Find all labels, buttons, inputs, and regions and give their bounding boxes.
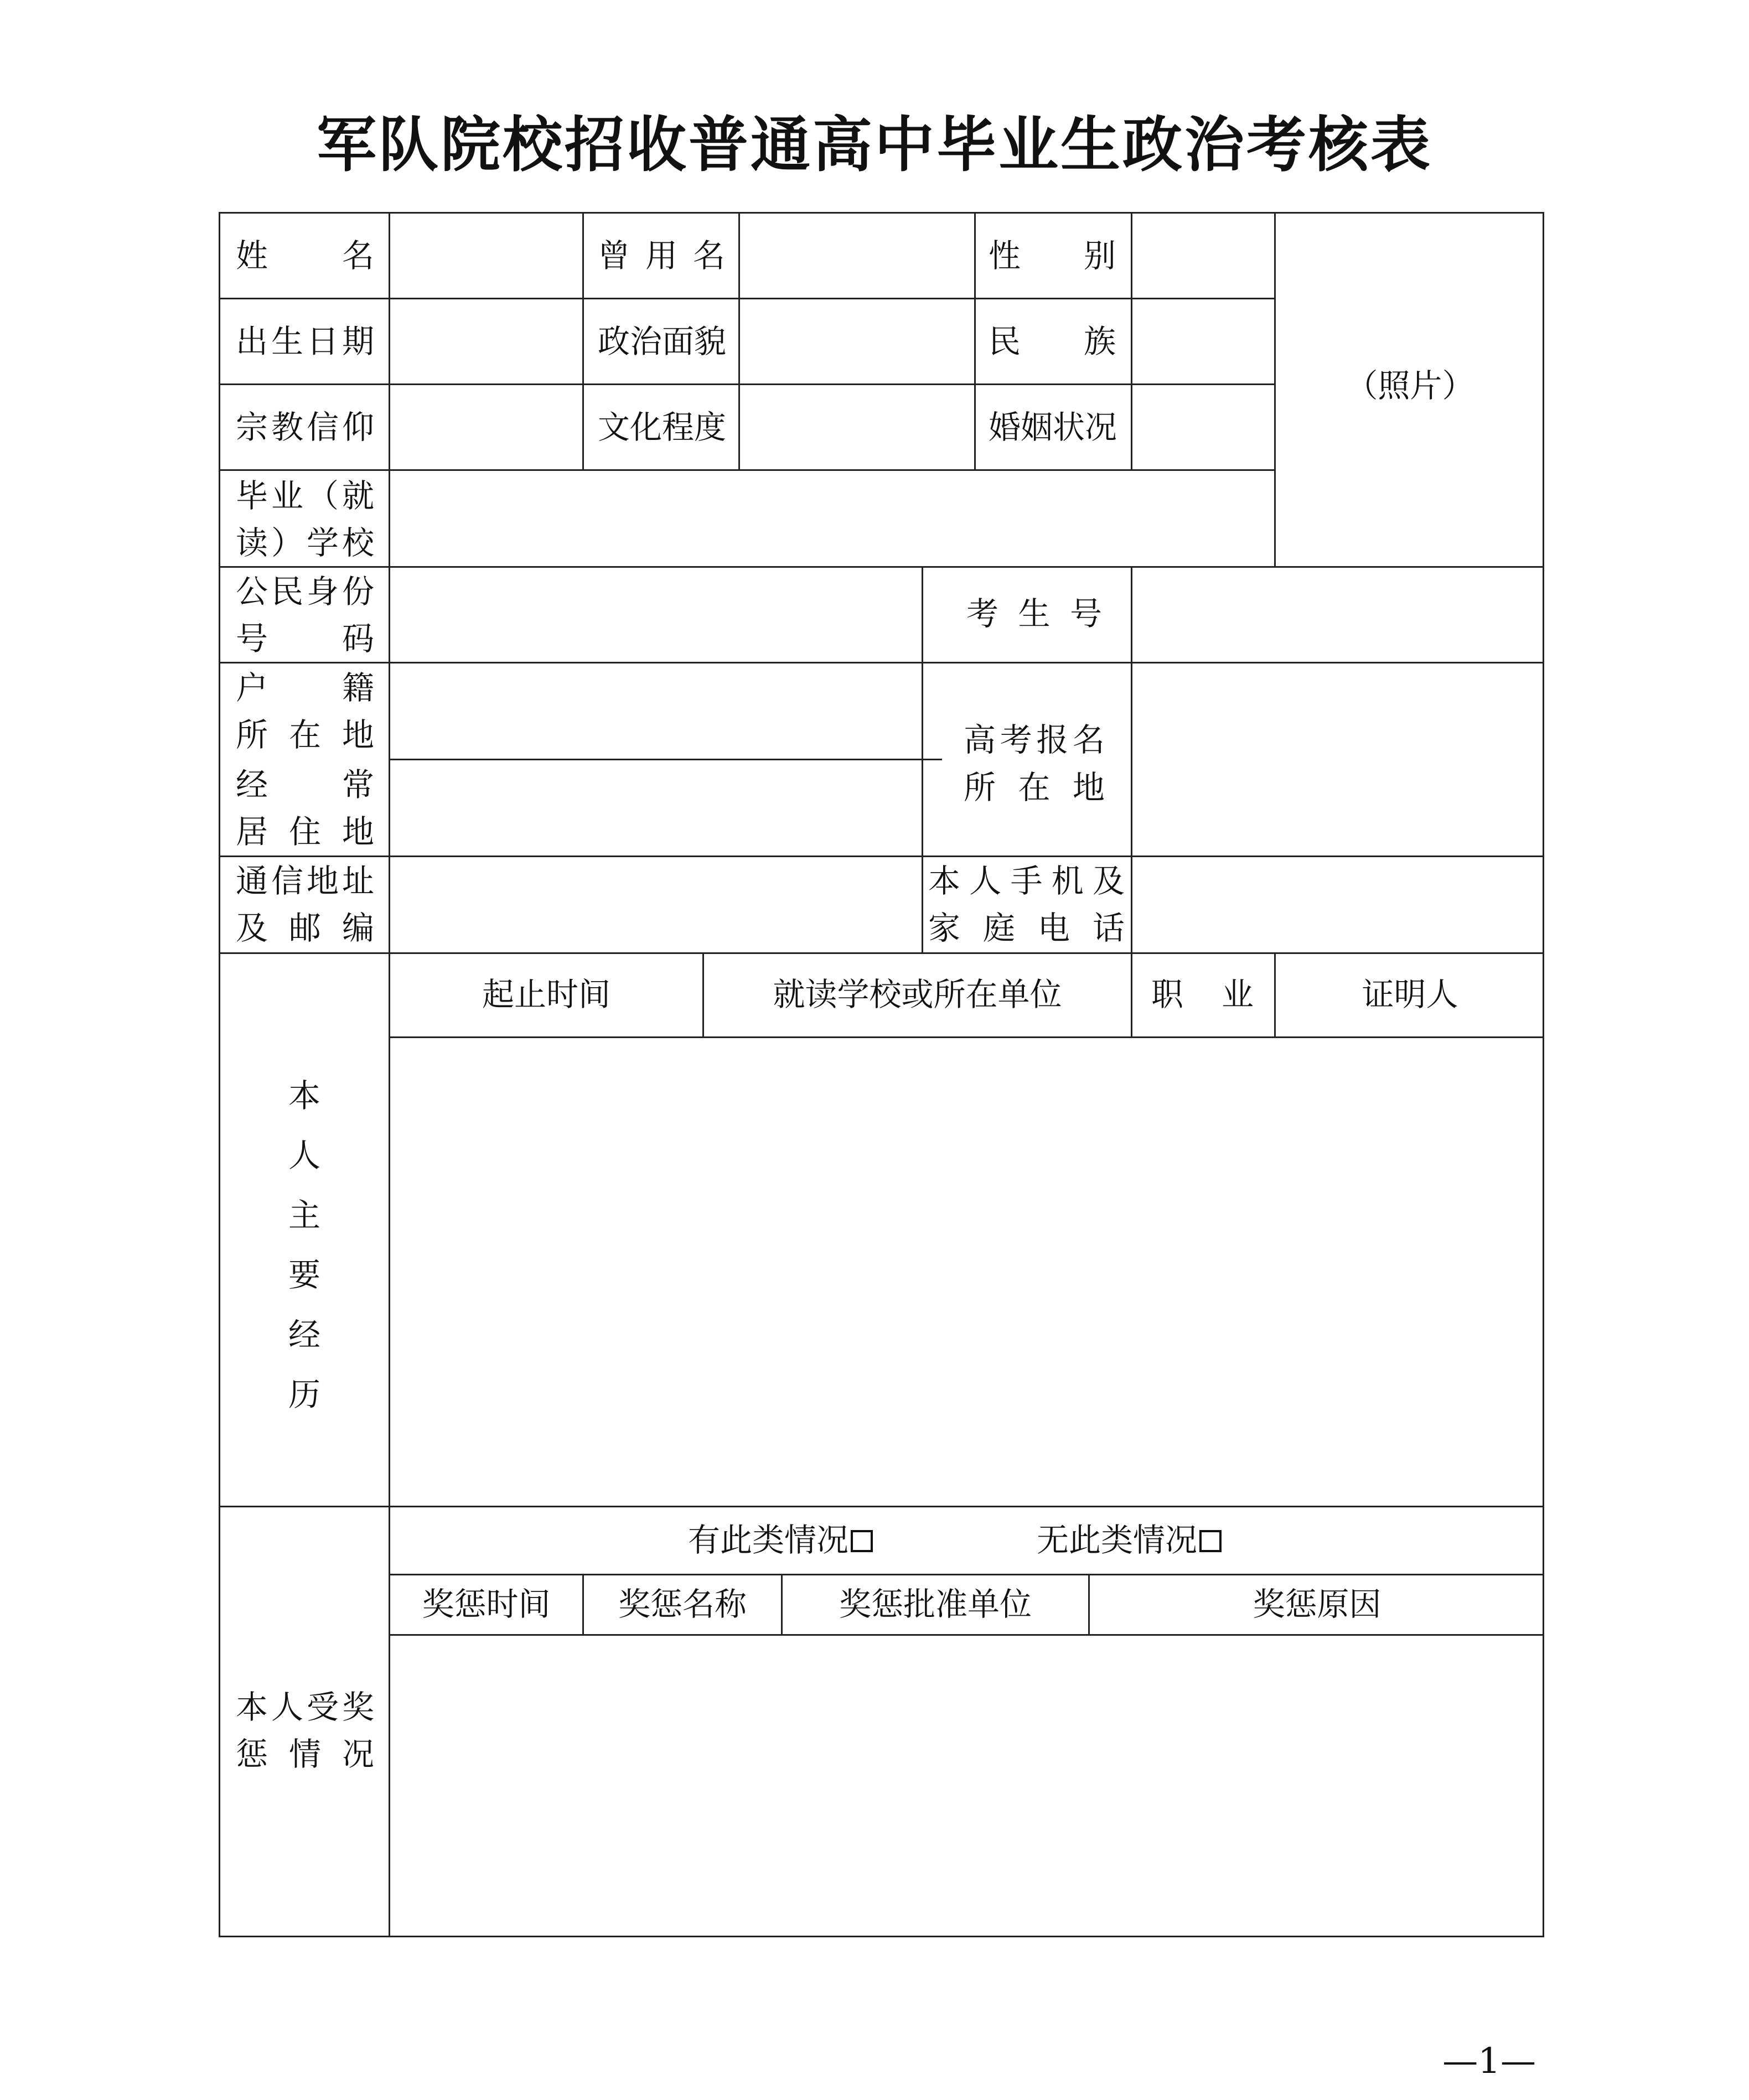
label-exam-no: 考生号 bbox=[966, 595, 1102, 632]
col-occupation: 职业 bbox=[1151, 976, 1254, 1013]
photo-placeholder: （照片） bbox=[1346, 367, 1474, 405]
label-political-status: 政治面貌 bbox=[598, 323, 727, 360]
political-review-form bbox=[219, 212, 1544, 1937]
label-name: 姓名 bbox=[236, 237, 374, 274]
form-title: 军队院校招收普通高中毕业生政治考核表 bbox=[316, 111, 1432, 180]
label-religion: 宗教信仰 bbox=[236, 408, 374, 446]
col-award-unit: 奖惩批准单位 bbox=[839, 1585, 1032, 1623]
has-records-checkbox[interactable] bbox=[851, 1530, 873, 1552]
label-exam-location-line2: 所在地 bbox=[964, 769, 1105, 806]
label-id-line1: 公民身份 bbox=[236, 573, 374, 610]
label-ethnicity: 民族 bbox=[989, 323, 1116, 360]
label-phone-line2: 家庭电话 bbox=[928, 909, 1125, 947]
label-exam-location-line1: 高考报名 bbox=[964, 721, 1105, 759]
label-gender: 性别 bbox=[989, 237, 1116, 274]
col-period: 起止时间 bbox=[482, 976, 610, 1013]
label-residence-line2: 居住地 bbox=[236, 813, 374, 851]
col-witness: 证明人 bbox=[1362, 976, 1458, 1013]
col-award-time: 奖惩时间 bbox=[422, 1585, 551, 1623]
label-school-line1: 毕业（就 bbox=[236, 477, 374, 515]
col-school-or-unit: 就读学校或所在单位 bbox=[773, 976, 1062, 1013]
label-hukou-line2: 所在地 bbox=[236, 716, 374, 754]
label-id-line2: 号码 bbox=[236, 620, 374, 657]
label-address-line1: 通信地址 bbox=[236, 862, 374, 900]
no-records-checkbox[interactable] bbox=[1199, 1530, 1222, 1552]
col-award-reason: 奖惩原因 bbox=[1253, 1585, 1381, 1623]
label-marital-status: 婚姻状况 bbox=[989, 408, 1117, 446]
experience-side-label: 本 人 主 要 经 历 bbox=[288, 1077, 320, 1413]
label-address-line2: 及邮编 bbox=[236, 909, 374, 947]
label-phone-line1: 本人手机及 bbox=[928, 862, 1125, 900]
label-hukou-line1: 户籍 bbox=[236, 669, 374, 707]
has-records-option[interactable] bbox=[688, 1516, 873, 1564]
has-records-label: 有此类情况 bbox=[688, 1521, 849, 1559]
col-award-name: 奖惩名称 bbox=[618, 1585, 747, 1623]
label-education: 文化程度 bbox=[598, 408, 727, 446]
awards-side-label-line2: 惩情况 bbox=[236, 1735, 374, 1773]
label-school-line2: 读）学校 bbox=[236, 524, 374, 562]
no-records-label: 无此类情况 bbox=[1037, 1521, 1198, 1559]
awards-side-label-line1: 本人受奖 bbox=[236, 1688, 374, 1726]
page-number: —1— bbox=[1442, 2041, 1536, 2082]
label-birth-date: 出生日期 bbox=[236, 323, 374, 360]
no-records-option[interactable] bbox=[1037, 1516, 1222, 1564]
label-residence-line1: 经常 bbox=[236, 766, 374, 803]
label-former-name: 曾用名 bbox=[598, 237, 725, 274]
